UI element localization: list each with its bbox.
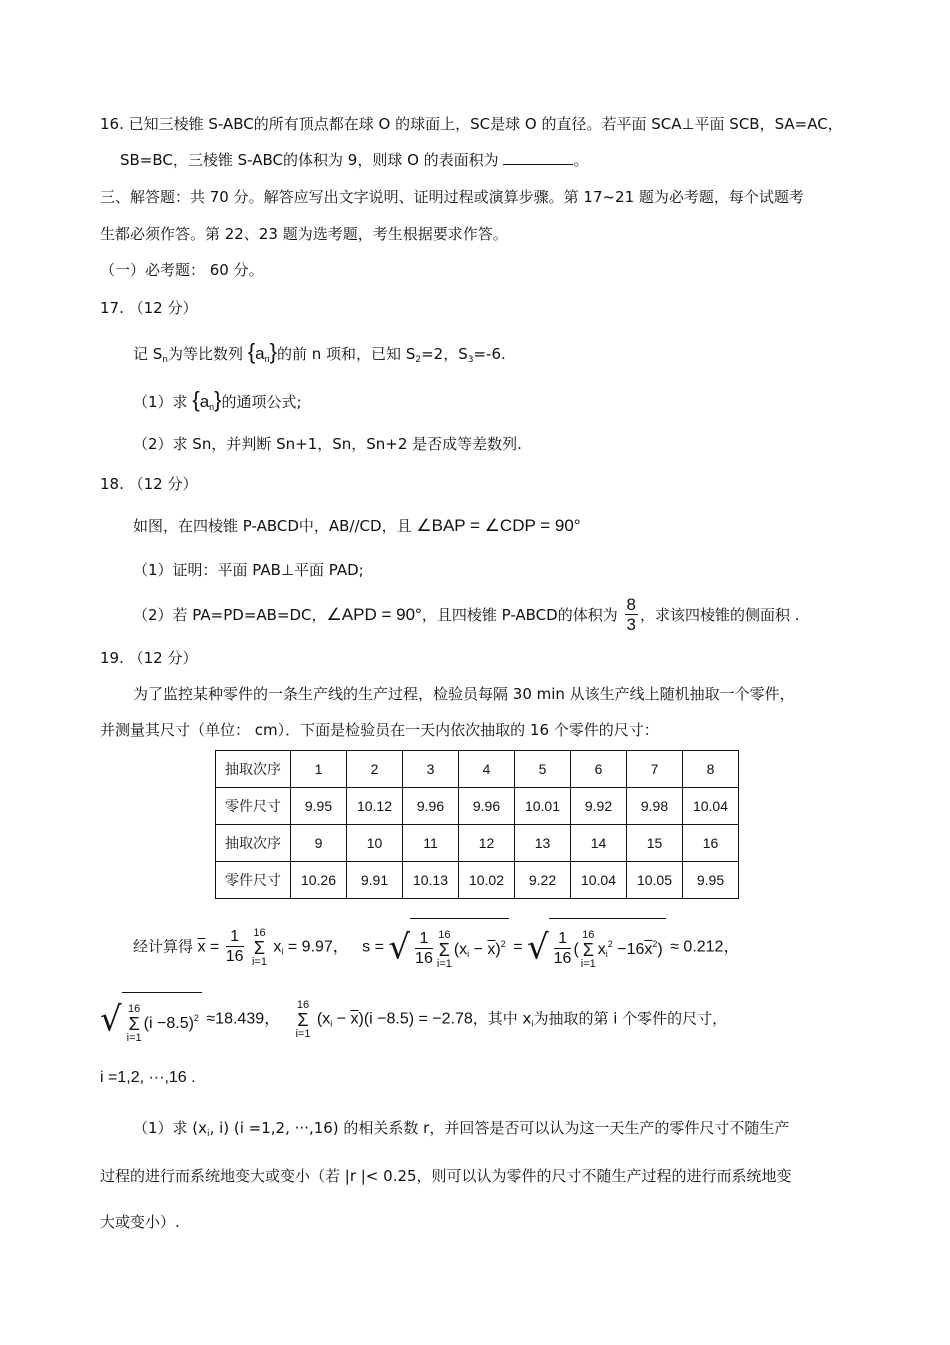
- calc-label: 经计算得: [133, 937, 194, 956]
- q17-stem-d: =2，S: [421, 345, 468, 363]
- s-value: ≈ 0.212，: [670, 938, 740, 956]
- table-cell: 5: [515, 751, 571, 788]
- q18-head: 18. （12 分）: [100, 475, 198, 493]
- fraction-1-16: $\frac{1}{16}$: [225, 928, 244, 965]
- sqrt-icon: √: [100, 999, 122, 1040]
- q16-line1: 16. 已知三棱锥 S-ABC的所有顶点都在球 O 的球面上，SC是球 O 的直径。若平面 SCA⊥平面 SCB，SA=AC，: [100, 115, 843, 133]
- q17-part2: （2）求 Sn，并判断 Sn+1，Sn，Sn+2 是否成等差数列.: [133, 435, 522, 453]
- q18-part1: （1）证明：平面 PAB⊥平面 PAD;: [133, 561, 364, 579]
- q19-part1-end: 大或变小）.: [100, 1213, 180, 1231]
- table-row: [216, 751, 739, 788]
- volume-fraction: $\frac{8}{3}$: [626, 595, 636, 634]
- table-cell: 10.13: [403, 862, 459, 899]
- sum-symbol: 16 Σ i=1: [295, 998, 311, 1040]
- q18-stem-text: 如图，在四棱锥 P-ABCD中，AB//CD，且: [133, 517, 412, 535]
- row-label: 抽取次序: [216, 825, 291, 862]
- q19-part1-a: （1）求 (x: [133, 1119, 208, 1137]
- table-cell: 13: [515, 825, 571, 862]
- radicand-1: $\frac{1}{16}$ 16 Σ i=1 $(x_i - \overline{x})^2$: [410, 918, 509, 977]
- q17-stem-c: 的前 n 项和，已知 S: [277, 345, 416, 363]
- table-cell: 9.92: [571, 788, 627, 825]
- row-label: 零件尺寸: [216, 788, 291, 825]
- table-row: [216, 788, 739, 825]
- table-cell: 2: [347, 751, 403, 788]
- sqrt-icon: √: [388, 927, 411, 968]
- q19-part1-cont: 过程的进行而系统地变大或变小（若 |r |< 0.25，则可以认为零件的尺寸不随生产过程的进行而系统地变: [100, 1167, 792, 1185]
- table-cell: 15: [627, 825, 683, 862]
- measurement-table: [215, 750, 739, 899]
- table-cell: 8: [683, 751, 739, 788]
- q19-part1: （1）求 ($x_i$, i) (i =1,2, ···,16) 的相关系数 r，并回答是否可以认为这一天生产的零件尺寸不随生产: [133, 1119, 790, 1139]
- q17-stem-b: 为等比数列: [168, 345, 244, 363]
- section3-line2: 生都必须作答。第 22、23 题为选考题，考生根据要求作答。: [100, 225, 508, 243]
- where-text-b: 为抽取的第 i 个零件的尺寸，: [533, 1009, 728, 1028]
- table-cell: 10.04: [683, 788, 739, 825]
- table-cell: 10.05: [627, 862, 683, 899]
- radicand-2: $\frac{1}{16}$ ( 16 Σ i=1 $x_i^2 -16\overline{x}^2$): [549, 918, 666, 977]
- table-cell: 9.96: [459, 788, 515, 825]
- table-cell: 6: [571, 751, 627, 788]
- q19-part1-b: , i) (i =1,2, ···,16) 的相关系数 r，并回答是否可以认为这一天生产的零件尺寸不随生产: [209, 1119, 790, 1137]
- q17-part1-b: 的通项公式;: [221, 393, 302, 411]
- xbar-symbol: $\overline{x}$: [197, 938, 206, 956]
- sqrt-icon: √: [526, 927, 549, 968]
- stats-formula-line: 经计算得 $\overline{x}$ = $\frac{1}{16}$ 16 Σ i=1 $x_i = 9.97$， s = √ $\frac{1}{16}$ 16 Σ i=1 $(x_i - \overline{x})^2$ = √ $\frac{1}{16}$ ( 16 Σ i=1 $x_i^2 -16\overline{x}^2) \approx 0.212$，: [133, 918, 739, 977]
- table-cell: 1: [291, 751, 347, 788]
- q17-s2-sub: 2: [415, 355, 422, 365]
- table-row: [216, 862, 739, 899]
- table-cell: 10.26: [291, 862, 347, 899]
- q18-part2-a: （2）若 PA=PD=AB=DC，: [133, 606, 327, 624]
- q17-s3-sub: 3: [467, 355, 474, 365]
- radicand-3: 16 Σ i=1 $(i -8.5)^2$: [122, 992, 202, 1047]
- sum-symbol: 16 Σ i=1: [251, 926, 267, 968]
- q18-part2: [133, 596, 800, 635]
- q17-stem-a: 记 S: [133, 345, 163, 363]
- angle-apd: ∠APD = 90°: [326, 605, 422, 624]
- table-row: [216, 825, 739, 862]
- sequence-an-2: $\{a_n\}$: [192, 387, 222, 412]
- table-cell: 10.04: [571, 862, 627, 899]
- table-cell: 10.12: [347, 788, 403, 825]
- q17-stem: [133, 339, 506, 370]
- table-cell: 9.22: [515, 862, 571, 899]
- section3-line3: （一）必考题： 60 分。: [100, 261, 264, 279]
- answer-blank: [503, 150, 573, 165]
- table-cell: 12: [459, 825, 515, 862]
- xbar-value: = 9.97，: [287, 938, 349, 956]
- stats-formula-line-2: √ 16 Σ i=1 $(i -8.5)^2 \approx 18.439$， 16 Σ i=1 $(x_i - \overline{x})(i -8.5) = -2.78$，其中 $x_i$为抽取的第 i 个零件的尺寸，: [100, 992, 727, 1047]
- table-cell: 10: [347, 825, 403, 862]
- table-cell: 11: [403, 825, 459, 862]
- section3-line1: 三、解答题：共 70 分。解答应写出文字说明、证明过程或演算步骤。第 17~21 题为必考题，每个试题考: [100, 188, 804, 206]
- table-cell: 9.98: [627, 788, 683, 825]
- q17-stem-e: =-6.: [473, 345, 506, 363]
- q16-line2: [120, 150, 588, 170]
- q19-head: 19. （12 分）: [100, 649, 198, 667]
- q17-head: 17. （12 分）: [100, 299, 198, 317]
- table-cell: 16: [683, 825, 739, 862]
- q17-part1-a: （1）求: [133, 393, 188, 411]
- table-cell: 9.96: [403, 788, 459, 825]
- q16-line2-end: 。: [573, 151, 589, 169]
- q17-part1: [133, 387, 302, 417]
- table-cell: 4: [459, 751, 515, 788]
- table-cell: 14: [571, 825, 627, 862]
- q19-line1: 为了监控某种零件的一条生产线的生产过程，检验员每隔 30 min 从该生产线上随机抽取一个零件，: [133, 685, 795, 703]
- table-cell: 7: [627, 751, 683, 788]
- table-cell: 9: [291, 825, 347, 862]
- table-cell: 9.95: [683, 862, 739, 899]
- sequence-an: $\{a_n\}$: [247, 339, 278, 364]
- table-cell: 9.95: [291, 788, 347, 825]
- row-label: 抽取次序: [216, 751, 291, 788]
- q19-line2: 并测量其尺寸（单位： cm）．下面是检验员在一天内依次抽取的 16 个零件的尺寸：: [100, 721, 659, 739]
- angle-condition: ∠BAP = ∠CDP = 90°: [416, 516, 581, 535]
- table-cell: 10.01: [515, 788, 571, 825]
- q16-line2-text: SB=BC，三棱锥 S-ABC的体积为 9，则球 O 的表面积为: [120, 151, 499, 169]
- table-cell: 3: [403, 751, 459, 788]
- cov-value: = −2.78: [418, 1010, 473, 1028]
- where-text: ，其中 x: [472, 1009, 532, 1028]
- q18-stem: [133, 516, 581, 536]
- table-cell: 10.02: [459, 862, 515, 899]
- sum-i-value: ≈18.439，: [206, 1010, 281, 1028]
- row-label: 零件尺寸: [216, 862, 291, 899]
- q17-stem-sub: n: [162, 355, 169, 365]
- q18-part2-b: ，且四棱锥 P-ABCD的体积为: [421, 606, 618, 624]
- index-range: i =1,2, ···,16 .: [100, 1069, 196, 1086]
- table-cell: 9.91: [347, 862, 403, 899]
- q18-part2-c: ，求该四棱锥的侧面积 .: [639, 606, 800, 624]
